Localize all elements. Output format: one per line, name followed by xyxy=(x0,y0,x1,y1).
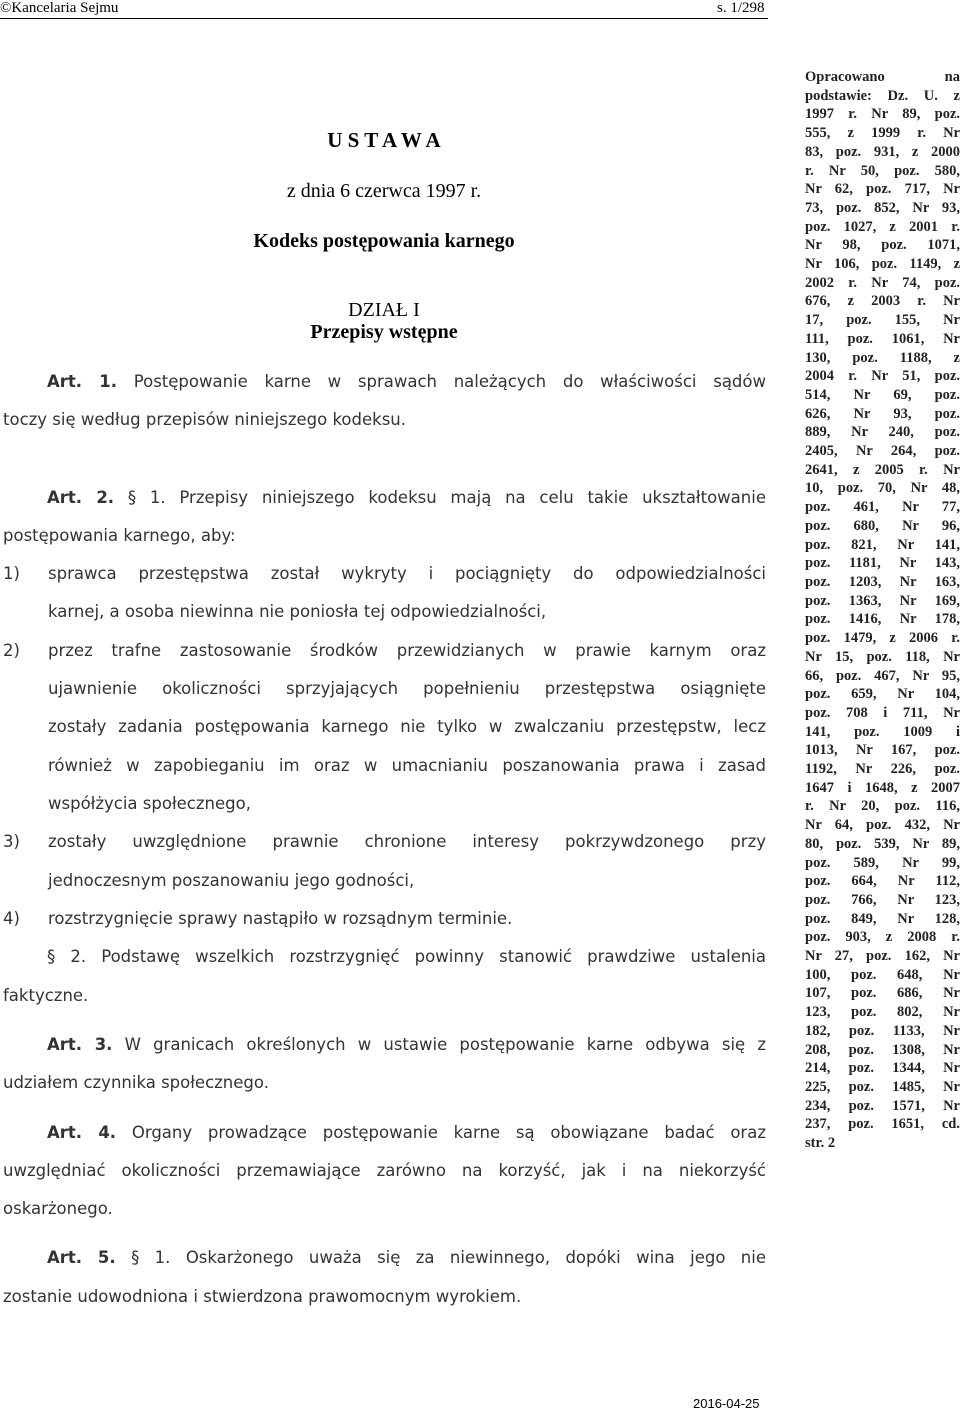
item-2-line-4: również w zapobieganiu im oraz w umacnianiu poszanowania prawa i zasad xyxy=(48,756,766,775)
margin-note-line: r. Nr 50, poz. 580, xyxy=(805,162,960,179)
margin-note-line: 1192, Nr 226, poz. xyxy=(805,761,960,778)
margin-note-line: poz. 664, Nr 112, xyxy=(805,873,960,890)
item-3-number: 3) xyxy=(3,832,20,851)
margin-note-line: 208, poz. 1308, Nr xyxy=(805,1041,960,1058)
margin-note-line: 2405, Nr 264, poz. xyxy=(805,443,960,460)
article-2-line-1: Art. 2. § 1. Przepisy niniejszego kodeksu mają na celu takie ukształtowanie xyxy=(47,488,766,507)
paragraph-2-line-2: faktyczne. xyxy=(3,986,89,1005)
item-4-number: 4) xyxy=(3,909,20,928)
item-1-line-1: sprawca przestępstwa został wykryty i pociągnięty do odpowiedzialności xyxy=(48,564,766,583)
margin-note-line: 676, z 2003 r. Nr xyxy=(805,293,960,310)
header-rule xyxy=(0,18,768,19)
margin-note-line: poz. 708 i 711, Nr xyxy=(805,704,960,721)
act-type: U S T A W A xyxy=(327,128,441,152)
margin-note-line: Nr 62, poz. 717, Nr xyxy=(805,181,960,198)
margin-note-line: poz. 589, Nr 99, xyxy=(805,854,960,871)
margin-note-line: 214, poz. 1344, Nr xyxy=(805,1060,960,1077)
margin-note-line: poz. 1479, z 2006 r. xyxy=(805,630,960,647)
margin-note-line: poz. 849, Nr 128, xyxy=(805,910,960,927)
item-4-line-1: rozstrzygnięcie sprawy nastąpiło w rozsądnym terminie. xyxy=(48,909,513,928)
margin-note-line: 107, poz. 686, Nr xyxy=(805,985,960,1002)
margin-note-line: podstawie: Dz. U. z xyxy=(805,87,960,104)
margin-note-line: 889, Nr 240, poz. xyxy=(805,424,960,441)
article-5-line-2: zostanie udowodniona i stwierdzona prawomocnym wyrokiem. xyxy=(3,1287,522,1306)
margin-note-line: r. Nr 20, poz. 116, xyxy=(805,798,960,815)
margin-note-line: poz. 1181, Nr 143, xyxy=(805,555,960,572)
article-4-number: Art. 4. xyxy=(47,1123,117,1142)
margin-note-line: Nr 27, poz. 162, Nr xyxy=(805,948,960,965)
margin-note-line: Nr 106, poz. 1149, z xyxy=(805,256,960,273)
margin-note-line: 80, poz. 539, Nr 89, xyxy=(805,835,960,852)
margin-note-line: 237, poz. 1651, cd. xyxy=(805,1116,960,1133)
act-title: Kodeks postępowania karnego xyxy=(253,230,515,252)
article-2-line-2: postępowania karnego, aby: xyxy=(3,526,236,545)
margin-note-line: 626, Nr 93, poz. xyxy=(805,405,960,422)
margin-note-line: 73, poz. 852, Nr 93, xyxy=(805,199,960,216)
margin-note-line: 182, poz. 1133, Nr xyxy=(805,1022,960,1039)
article-4-line-2: uwzględniać okoliczności przemawiające zarówno na korzyść, jak i na niekorzyść xyxy=(3,1161,766,1180)
margin-note-line: poz. 680, Nr 96, xyxy=(805,517,960,534)
item-3-line-1: zostały uwzględnione prawnie chronione interesy pokrzywdzonego przy xyxy=(48,832,766,851)
margin-note-line: Nr 98, poz. 1071, xyxy=(805,237,960,254)
margin-note-line: 123, poz. 802, Nr xyxy=(805,1004,960,1021)
article-1-number: Art. 1. xyxy=(47,372,118,391)
item-1-number: 1) xyxy=(3,564,20,583)
division-title: Przepisy wstępne xyxy=(310,321,458,343)
margin-note-line: Opracowano na xyxy=(805,69,960,85)
margin-note-line: 130, poz. 1188, z xyxy=(805,349,960,366)
margin-note-line: 225, poz. 1485, Nr xyxy=(805,1078,960,1095)
margin-note-line: 111, poz. 1061, Nr xyxy=(805,330,960,347)
footer-date: 2016-04-25 xyxy=(693,1396,760,1411)
article-5-number: Art. 5. xyxy=(47,1248,116,1267)
margin-note-line: Nr 64, poz. 432, Nr xyxy=(805,817,960,834)
margin-note-line: 234, poz. 1571, Nr xyxy=(805,1097,960,1114)
margin-note-line: 100, poz. 648, Nr xyxy=(805,966,960,983)
item-2-line-5: współżycia społecznego, xyxy=(48,794,251,813)
source-margin-note xyxy=(805,68,960,1153)
margin-note-line: poz. 766, Nr 123, xyxy=(805,891,960,908)
item-2-line-2: ujawnienie okoliczności sprzyjających popełnieniu przestępstwa osiągnięte xyxy=(48,679,766,698)
act-date: z dnia 6 czerwca 1997 r. xyxy=(286,180,482,202)
item-2-number: 2) xyxy=(3,641,20,660)
margin-note-line: poz. 1203, Nr 163, xyxy=(805,573,960,590)
article-3-line-1: Art. 3. W granicach określonych w ustawie postępowanie karne odbywa się z xyxy=(47,1035,767,1054)
margin-note-line: 17, poz. 155, Nr xyxy=(805,312,960,329)
margin-note-line: 141, poz. 1009 i xyxy=(805,723,960,740)
margin-note-line: 83, poz. 931, z 2000 xyxy=(805,143,960,160)
margin-note-line: poz. 659, Nr 104, xyxy=(805,686,960,703)
margin-note-line: poz. 821, Nr 141, xyxy=(805,536,960,553)
margin-note-line: poz. 1416, Nr 178, xyxy=(805,611,960,628)
margin-note-line: 10, poz. 70, Nr 48, xyxy=(805,480,960,497)
margin-note-line: 555, z 1999 r. Nr xyxy=(805,125,960,142)
margin-note-line: 2002 r. Nr 74, poz. xyxy=(805,274,960,291)
margin-note-line: 1997 r. Nr 89, poz. xyxy=(805,106,960,123)
margin-note-line: 66, poz. 467, Nr 95, xyxy=(805,667,960,684)
division-number: DZIAŁ I xyxy=(348,299,420,321)
margin-note-line: 1013, Nr 167, poz. xyxy=(805,742,960,759)
paragraph-2-line-1: § 2. Podstawę wszelkich rozstrzygnięć powinny stanowić prawdziwe ustalenia xyxy=(47,947,766,966)
margin-note-line: poz. 903, z 2008 r. xyxy=(805,929,960,946)
margin-note-line: 1647 i 1648, z 2007 xyxy=(805,779,960,796)
article-1-line-1: Art. 1. Postępowanie karne w sprawach należących do właściwości sądów xyxy=(47,372,766,391)
header-source: ©Kancelaria Sejmu xyxy=(0,0,119,16)
article-2-number: Art. 2. xyxy=(47,488,115,507)
header-page-number: s. 1/298 xyxy=(717,0,765,16)
margin-note-line: poz. 1363, Nr 169, xyxy=(805,592,960,609)
item-2-line-3: zostały zadania postępowania karnego nie tylko w zwalczaniu przestępstw, lecz xyxy=(48,717,766,736)
margin-note-line: str. 2 xyxy=(805,1135,836,1152)
margin-note-line: 2641, z 2005 r. Nr xyxy=(805,461,960,478)
item-3-line-2: jednoczesnym poszanowaniu jego godności, xyxy=(48,871,415,890)
margin-note-line: poz. 461, Nr 77, xyxy=(805,499,960,516)
article-4-line-1: Art. 4. Organy prowadzące postępowanie karne są obowiązane badać oraz xyxy=(47,1123,766,1142)
article-5-line-1: Art. 5. § 1. Oskarżonego uważa się za niewinnego, dopóki wina jego nie xyxy=(47,1248,766,1267)
margin-note-line: 514, Nr 69, poz. xyxy=(805,386,960,403)
article-4-line-3: oskarżonego. xyxy=(3,1199,113,1218)
margin-note-line: Nr 15, poz. 118, Nr xyxy=(805,648,960,665)
item-2-line-1: przez trafne zastosowanie środków przewidzianych w prawie karnym oraz xyxy=(48,641,766,660)
margin-note-line: 2004 r. Nr 51, poz. xyxy=(805,368,960,385)
article-1-line-2: toczy się według przepisów niniejszego kodeksu. xyxy=(3,410,407,429)
article-3-number: Art. 3. xyxy=(47,1035,113,1054)
article-3-line-2: udziałem czynnika społecznego. xyxy=(3,1073,269,1092)
item-1-line-2: karnej, a osoba niewinna nie poniosła tej odpowiedzialności, xyxy=(48,602,547,621)
margin-note-line: poz. 1027, z 2001 r. xyxy=(805,218,960,235)
